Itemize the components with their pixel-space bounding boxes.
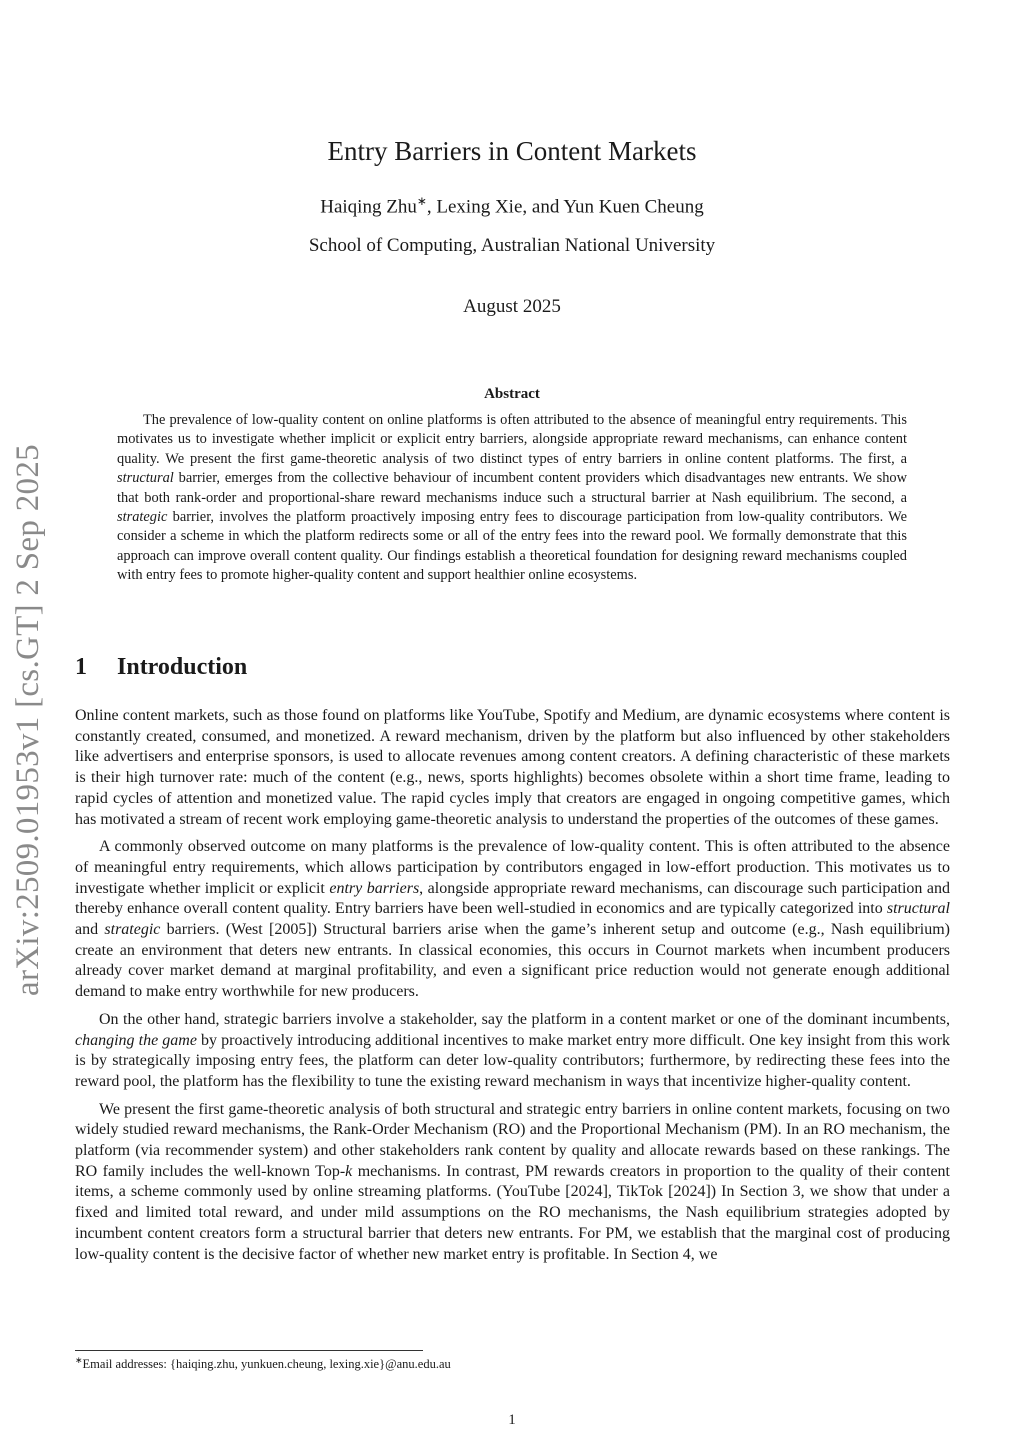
section-number: 1 [75, 654, 87, 680]
abstract-text: The prevalence of low-quality content on online platforms is often attributed to the absence of meaningful entry requirements. This motivates us to investigate whether implicit or explicit entry barriers, alongside appropriate reward mechanisms, can enhance content quality. We present the first game-theoretic analysis of two distinct types of entry barriers in online content platforms. The first, a structural barrier, emerges from the collective behaviour of incumbent content providers which disadvantages new entrants. We show that both rank-order and proportional-share reward mechanisms induce such a structural barrier at Nash equilibrium. The second, a strategic barrier, involves the platform proactively imposing entry fees to discourage participation from low-quality contributors. We consider a scheme in which the platform redirects some or all of the entry fees into the reward pool. We formally demonstrate that this approach can improve overall content quality. Our findings establish a theoretical foundation for designing reward mechanisms coupled with entry fees to promote higher-quality content and support healthier online ecosystems. [117, 412, 907, 584]
paper-title: Entry Barriers in Content Markets [327, 136, 697, 166]
arxiv-identifier-stamp: arXiv:2509.01953v1 [cs.GT] 2 Sep 2025 [10, 444, 46, 996]
page-number: 1 [508, 1412, 516, 1428]
section-title: Introduction [117, 654, 248, 680]
paragraph: On the other hand, strategic barriers involve a stakeholder, say the platform in a content market or one of the dominant incumbents, changing the game by proactively introducing additional incentives to make market entry more difficult. One key insight from this work is by strategically imposing entry fees, the platform can deter low-quality contributors; furthermore, by redirecting these fees into the reward pool, the platform has the flexibility to tune the existing reward mechanism in ways that incentivize higher-quality content. [75, 1010, 950, 1090]
other-authors: , Lexing Xie, and Yun Kuen Cheung [426, 196, 704, 218]
affiliation: School of Computing, Australian National University [308, 235, 716, 256]
first-author: Haiqing Zhu [320, 196, 417, 218]
footnote [75, 1355, 451, 1372]
author-footnote-mark: ∗ [416, 194, 427, 208]
footnote-mark: ∗ [75, 1355, 83, 1365]
footnote-divider [75, 1350, 423, 1351]
footnote-text: Email addresses: {haiqing.zhu, yunkuen.cheung, lexing.xie}@anu.edu.au [82, 1357, 451, 1372]
paragraph: A commonly observed outcome on many platforms is the prevalence of low-quality content. This is often attributed to the absence of meaningful entry requirements, which allows participation by contributors engaged in low-effort production. This motivates us to investigate whether implicit or explicit entry barriers, alongside appropriate reward mechanisms, can discourage such participation and thereby enhance overall content quality. Entry barriers have been well-studied in economics and are typically categorized into structural and strategic barriers. (West [2005]) Structural barriers arise when the game’s inherent setup and outcome (e.g., Nash equilibrium) create an environment that deters new entrants. In classical economies, this occurs in Cournot markets when incumbent producers already cover market demand at marginal profitability, and even a significant price reduction would not generate enough additional demand to make entry worthwhile for new producers. [75, 838, 950, 1001]
author-list [0, 194, 1024, 218]
section-heading [75, 654, 247, 681]
body-text [75, 706, 950, 1272]
publication-date: August 2025 [463, 296, 561, 317]
paragraph: We present the first game-theoretic analysis of both structural and strategic entry barriers in online content markets, focusing on two widely studied reward mechanisms, the Rank-Order Mechanism (RO) and the Proportional Mechanism (PM). In an RO mechanism, the platform (via recommender system) and other stakeholders rank content by quality and allocate rewards based on these rankings. The RO family includes the well-known Top-k mechanisms. In contrast, PM rewards creators in proportion to the quality of their content items, a scheme commonly used by online streaming platforms. (YouTube [2024], TikTok [2024]) In Section 3, we show that under a fixed and limited total reward, and under mild assumptions on the RO mechanisms, the Nash equilibrium strategies adopted by incumbent content creators form a structural barrier that deters new entrants. For PM, we establish that the marginal cost of producing low-quality content is the decisive factor of whether new market entry is profitable. In Section 4, we [75, 1100, 951, 1263]
abstract-heading: Abstract [484, 386, 540, 402]
paragraph: Online content markets, such as those found on platforms like YouTube, Spotify and Medium, are dynamic ecosystems where content is constantly created, consumed, and monetized. A reward mechanism, driven by the platform but also influenced by other stakeholders like advertisers and enterprise sponsors, is used to allocate revenues among content creators. A defining characteristic of these markets is their high turnover rate: much of the content (e.g., news, sports highlights) becomes obsolete within a short time frame, leading to rapid cycles of attention and monetized value. The rapid cycles imply that creators are engaged in ongoing competitive games, which has motivated a stream of recent work employing game-theoretic analysis to understand the properties of the outcomes of these games. [75, 707, 950, 828]
